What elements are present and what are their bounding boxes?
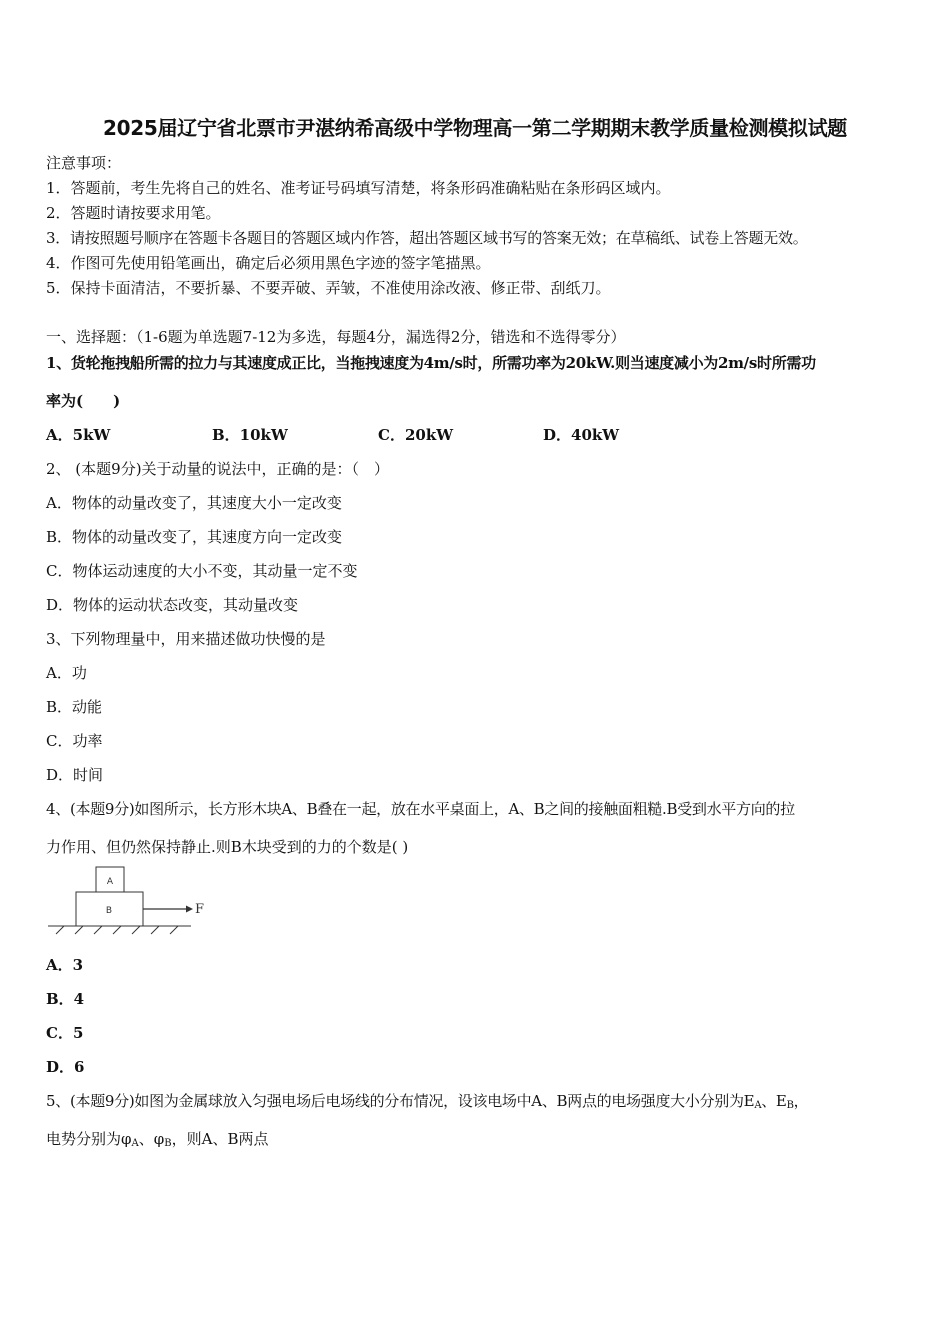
option-d: D．40kW: [543, 426, 620, 444]
question-3-option-a: A．功: [46, 664, 87, 682]
question-5-stem-cont: 电势分别为$\varphi_A$、$\varphi_B$，则A、B两点: [46, 1130, 269, 1149]
block-b-label: B: [105, 906, 113, 916]
force-label: F: [195, 902, 205, 917]
question-4-stem-cont: 力作用、但仍然保持静止.则B木块受到的力的个数是( ): [46, 838, 409, 856]
option-a: A．5kW: [46, 426, 111, 444]
question-4-option-c: C．5: [46, 1024, 84, 1042]
notice-item: 1．答题前，考生先将自己的姓名、准考证号码填写清楚，将条形码准确粘贴在条形码区域内。: [46, 179, 671, 197]
question-1-stem-cont: 率为( ): [46, 392, 121, 410]
question-2-option-d: D．物体的运动状态改变，其动量改变: [46, 596, 299, 614]
option-c: C．20kW: [378, 426, 454, 444]
force-arrowhead: [186, 906, 193, 913]
question-3-stem: 3、下列物理量中，用来描述做功快慢的是: [46, 630, 326, 648]
notice-item: 4．作图可先使用铅笔画出，确定后必须用黑色字迹的签字笔描黑。: [46, 254, 491, 272]
question-3-option-c: C．功率: [46, 732, 103, 750]
question-3-option-d: D．时间: [46, 766, 104, 784]
question-5-stem: 5、(本题9分)如图为金属球放入匀强电场后电场线的分布情况，设该电场中A、B两点的电场强度大小分别为$E_A$、$E_B$，: [46, 1092, 809, 1111]
question-2-option-b: B．物体的动量改变了，其速度方向一定改变: [46, 528, 343, 546]
question-2-option-c: C．物体运动速度的大小不变，其动量一定不变: [46, 562, 358, 580]
ground-hatch: [56, 926, 178, 934]
question-4-option-b: B．4: [46, 990, 85, 1008]
section-heading: 一、选择题：（1-6题为单选题7-12为多选，每题4分，漏选得2分，错选和不选得零分）: [46, 328, 626, 346]
option-b: B．10kW: [212, 426, 288, 444]
question-4-option-a: A．3: [46, 956, 84, 974]
question-4-stem: 4、(本题9分)如图所示，长方形木块A、B叠在一起，放在水平桌面上，A、B之间的接触面粗糙.B受到水平方向的拉: [46, 800, 795, 818]
block-a-label: A: [106, 877, 114, 887]
question-3-option-b: B．动能: [46, 698, 103, 716]
question-1-stem: 1、货轮拖拽船所需的拉力与其速度成正比，当拖拽速度为4m/s时，所需功率为20kW.则当速度减小为2m/s时所需功: [46, 354, 816, 372]
notice-item: 5．保持卡面清洁，不要折暴、不要弄破、弄皱，不准使用涂改液、修正带、刮纸刀。: [46, 279, 611, 297]
question-4-option-d: D．6: [46, 1058, 85, 1076]
notice-item: 2．答题时请按要求用笔。: [46, 204, 221, 222]
notice-heading: 注意事项：: [46, 154, 122, 172]
question-2-stem: 2、 (本题9分)关于动量的说法中，正确的是：（ ）: [46, 460, 390, 478]
notice-item: 3．请按照题号顺序在答题卡各题目的答题区域内作答，超出答题区域书写的答案无效；在草稿纸、试卷上答题无效。: [46, 229, 808, 247]
page-title: 2025届辽宁省北票市尹湛纳希高级中学物理高一第二学期期末教学质量检测模拟试题: [103, 116, 847, 140]
question-2-option-a: A．物体的动量改变了，其速度大小一定改变: [46, 494, 342, 512]
blocks-diagram: [46, 864, 216, 939]
